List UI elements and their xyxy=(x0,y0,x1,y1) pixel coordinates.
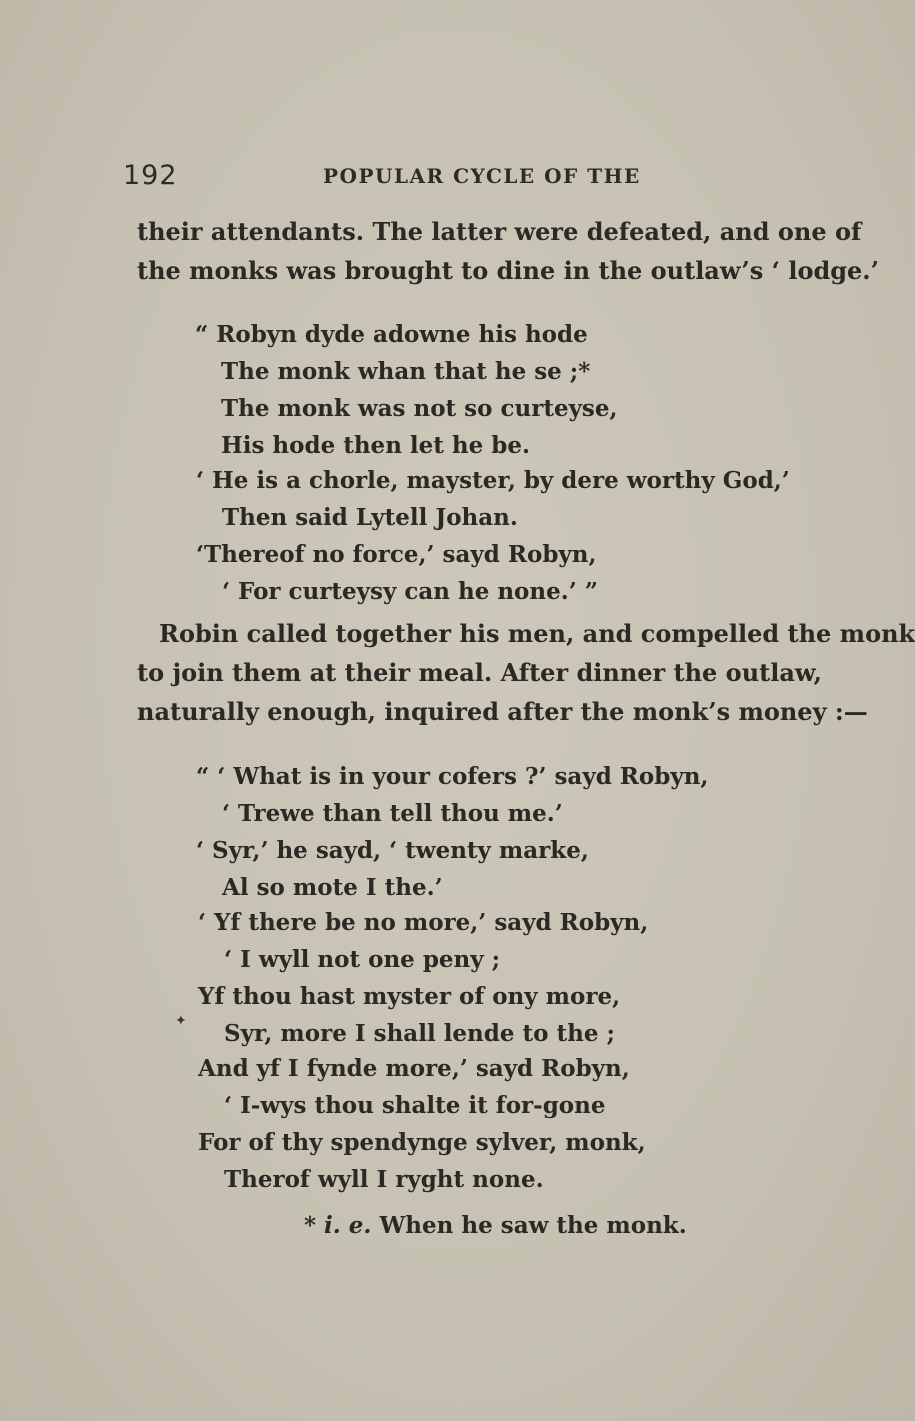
verse-line: ‘ Yf there be no more,’ sayd Robyn, xyxy=(198,909,649,936)
paragraph-line: to join them at their meal. After dinner the outlaw, xyxy=(137,658,822,687)
stanza-4 xyxy=(198,904,648,1052)
verse-line: His hode then let he be. xyxy=(221,432,531,459)
verse-line: Al so mote I the.’ xyxy=(222,874,443,901)
verse-line: ‘Thereof no force,’ sayd Robyn, xyxy=(196,541,597,568)
paragraph-2 xyxy=(137,614,915,731)
footnote-text: When he saw the monk. xyxy=(379,1212,687,1239)
verse-line: “ Robyn dyde adowne his hode xyxy=(195,321,588,348)
verse-line: ‘ Trewe than tell thou me.’ xyxy=(222,800,563,827)
verse-line: The monk whan that he se ;* xyxy=(221,358,591,385)
stanza-5 xyxy=(198,1050,646,1198)
verse-line: ‘ I wyll not one peny ; xyxy=(224,946,501,973)
running-head xyxy=(123,160,643,194)
verse-line: “ ‘ What is in your cofers ?’ sayd Robyn, xyxy=(196,763,709,790)
footnote xyxy=(304,1212,687,1239)
paragraph-line: the monks was brought to dine in the outlaw’s ‘ lodge.’ xyxy=(137,256,879,285)
stanza-3 xyxy=(196,758,708,906)
verse-line: For of thy spendynge sylver, monk, xyxy=(198,1129,646,1156)
footnote-abbrev: i. e. xyxy=(324,1212,372,1239)
verse-line: The monk was not so curteyse, xyxy=(221,395,618,422)
verse-line: Yf thou hast myster of ony more, xyxy=(198,983,621,1010)
footnote-marker: * xyxy=(304,1212,317,1239)
verse-line: And yf I fynde more,’ sayd Robyn, xyxy=(198,1055,630,1082)
verse-line: Syr, more I shall lende to the ; xyxy=(224,1020,615,1047)
stanza-2 xyxy=(196,462,790,610)
paragraph-1 xyxy=(137,212,879,290)
ink-speck: ✦ xyxy=(175,1013,187,1029)
paragraph-line: their attendants. The latter were defeated, and one of xyxy=(137,217,862,246)
paragraph-line: naturally enough, inquired after the monk’s money :— xyxy=(137,697,868,726)
verse-line: ‘ I-wys thou shalte it for-gone xyxy=(224,1092,606,1119)
verse-line: ‘ He is a chorle, mayster, by dere worthy God,’ xyxy=(196,467,790,494)
paragraph-line: Robin called together his men, and compelled the monk xyxy=(159,619,915,648)
verse-line: ‘ Syr,’ he sayd, ‘ twenty marke, xyxy=(196,837,589,864)
verse-line: Then said Lytell Johan. xyxy=(222,504,518,531)
verse-line: Therof wyll I ryght none. xyxy=(224,1166,544,1193)
page-number: 192 xyxy=(123,160,178,191)
running-title: POPULAR CYCLE OF THE xyxy=(323,164,641,188)
stanza-1 xyxy=(195,316,618,464)
verse-line: ‘ For curteysy can he none.’ ” xyxy=(222,578,599,605)
